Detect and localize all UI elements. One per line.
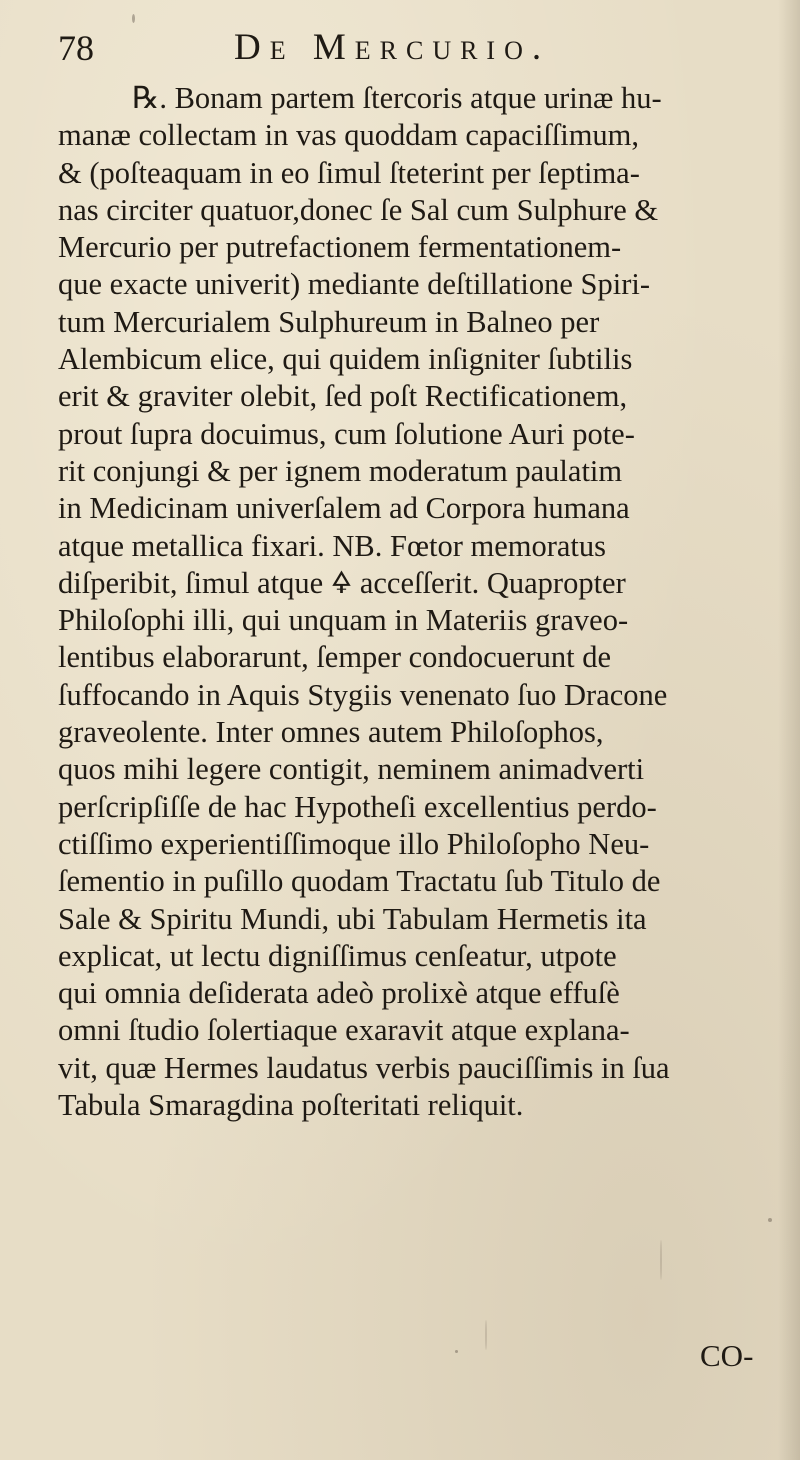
text-line: que exacte univerit) mediante deſtillatione Spiri- — [58, 267, 650, 302]
text-line: ſuffocando in Aquis Stygiis venenato ſuo Dracone — [58, 677, 668, 712]
text-line: perſcripſiſſe de hac Hypotheſi excellentius perdo- — [58, 789, 657, 824]
text-line: ℞. Bonam partem ſtercoris atque urinæ hu- — [132, 81, 662, 115]
text-line: erit & graviter olebit, ſed poſt Rectificationem, — [58, 379, 628, 414]
text-line: in Medicinam univerſalem ad Corpora humana — [58, 491, 630, 526]
text-line: nas circiter quatuor,donec ſe Sal cum Sulphure & — [58, 192, 659, 227]
text-line: manæ collectam in vas quoddam capaciſſimum, — [58, 118, 640, 153]
text-line: Mercurio per putrefactionem fermentationem- — [58, 230, 622, 265]
text-line: vit, quæ Hermes laudatus verbis pauciſſimis in ſua — [58, 1050, 670, 1085]
text-line: Sale & Spiritu Mundi, ubi Tabulam Hermetis ita — [58, 901, 647, 936]
page-number: 78 — [58, 28, 94, 68]
text-line: quos mihi legere contigit, neminem animadverti — [58, 752, 645, 787]
text-line: ſementio in puſillo quodam Tractatu ſub Titulo de — [58, 864, 661, 899]
text-line: Philoſophi illi, qui unquam in Materiis graveo- — [58, 603, 629, 638]
text-line: lentibus elaborarunt, ſemper condocuerunt de — [58, 640, 612, 675]
text-line: rit conjungi & per ignem moderatum paulatim — [58, 453, 623, 488]
text-line: graveolente. Inter omnes autem Philoſophos, — [58, 715, 604, 750]
text-line: explicat, ut lectu digniſſimus cenſeatur, utpote — [58, 938, 617, 973]
running-title: De Mercurio. — [234, 27, 551, 68]
text-line: diſperibit, ſimul atque 🜍 acceſſerit. Quapropter — [58, 565, 626, 600]
text-line: ctiſſimo experientiſſimoque illo Philoſopho Neu- — [58, 826, 650, 861]
catchword: CO- — [700, 1338, 754, 1373]
text-line: Alembicum elice, qui quidem inſigniter ſubtilis — [58, 342, 633, 377]
text-line: omni ſtudio ſolertiaque exaravit atque explana- — [58, 1013, 630, 1048]
text-line: tum Mercurialem Sulphureum in Balneo per — [58, 304, 600, 339]
text-line: atque metallica fixari. NB. Fœtor memoratus — [58, 528, 607, 563]
body-text — [58, 80, 793, 1124]
text-line: & (poſteaquam in eo ſimul ſteterint per ſeptima- — [58, 155, 640, 190]
text-line: Tabula Smaragdina poſteritati reliquit. — [58, 1088, 524, 1123]
text-line: prout ſupra docuimus, cum ſolutione Auri pote- — [58, 416, 635, 451]
text-line: qui omnia deſiderata adeò prolixè atque effuſè — [58, 976, 620, 1011]
running-head — [58, 26, 738, 74]
